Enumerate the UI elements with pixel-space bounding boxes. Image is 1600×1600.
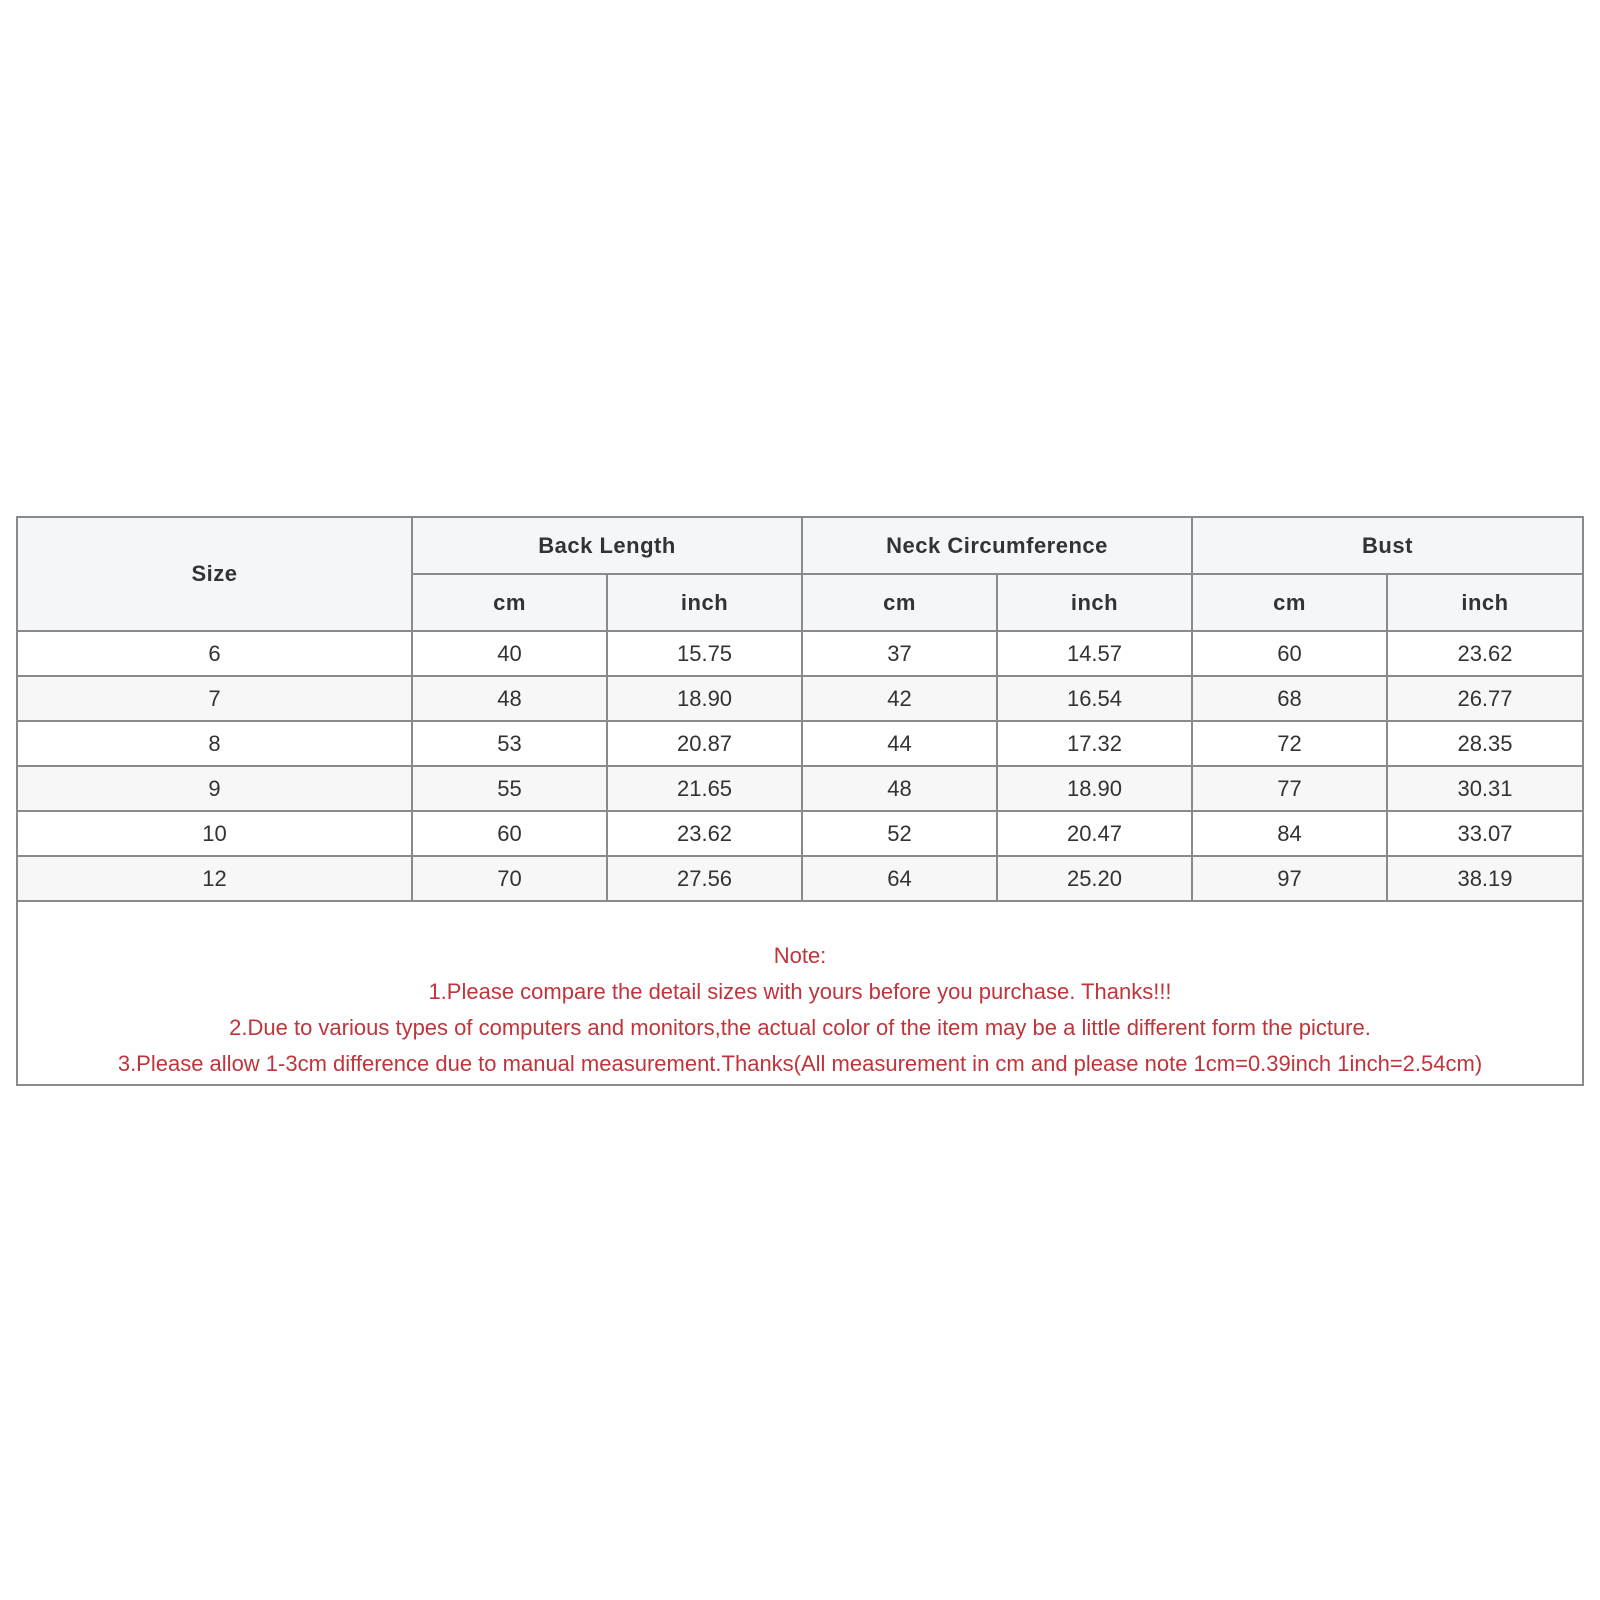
table-row [18, 721, 1582, 766]
table-cell: 10 [18, 811, 412, 856]
table-cell: 25.20 [997, 856, 1192, 901]
table-cell: 6 [18, 631, 412, 676]
table-cell: 27.56 [607, 856, 802, 901]
table-cell: 18.90 [997, 766, 1192, 811]
group-header-neck-circumference: Neck Circumference [802, 518, 1192, 574]
table-cell: 97 [1192, 856, 1387, 901]
table-cell: 20.87 [607, 721, 802, 766]
unit-header: inch [997, 574, 1192, 631]
table-cell: 48 [412, 676, 607, 721]
table-cell: 23.62 [1387, 631, 1582, 676]
table-cell: 70 [412, 856, 607, 901]
table-cell: 77 [1192, 766, 1387, 811]
table-cell: 52 [802, 811, 997, 856]
table-cell: 30.31 [1387, 766, 1582, 811]
note-title: Note: [773, 943, 827, 968]
unit-header: inch [607, 574, 802, 631]
table-cell: 17.32 [997, 721, 1192, 766]
table-cell: 16.54 [997, 676, 1192, 721]
table-cell: 23.62 [607, 811, 802, 856]
note-line: 1.Please compare the detail sizes with yours before you purchase. Thanks!!! [428, 979, 1172, 1004]
table-cell: 37 [802, 631, 997, 676]
table-cell: 20.47 [997, 811, 1192, 856]
table-row [18, 811, 1582, 856]
group-header-back-length: Back Length [412, 518, 802, 574]
notes-section [18, 902, 1582, 1084]
table-cell: 60 [412, 811, 607, 856]
unit-header: cm [1192, 574, 1387, 631]
table-cell: 26.77 [1387, 676, 1582, 721]
table-cell: 72 [1192, 721, 1387, 766]
table-cell: 8 [18, 721, 412, 766]
table-cell: 9 [18, 766, 412, 811]
table-cell: 28.35 [1387, 721, 1582, 766]
size-table [18, 518, 1582, 902]
note-line: 2.Due to various types of computers and monitors,the actual color of the item may be a little different form the picture. [229, 1015, 1371, 1040]
table-cell: 60 [1192, 631, 1387, 676]
table-cell: 40 [412, 631, 607, 676]
table-cell: 14.57 [997, 631, 1192, 676]
table-row [18, 631, 1582, 676]
table-cell: 42 [802, 676, 997, 721]
size-chart [16, 516, 1584, 1086]
table-cell: 48 [802, 766, 997, 811]
table-cell: 64 [802, 856, 997, 901]
table-cell: 12 [18, 856, 412, 901]
table-cell: 44 [802, 721, 997, 766]
table-row [18, 856, 1582, 901]
table-cell: 18.90 [607, 676, 802, 721]
group-header-row [18, 518, 1582, 574]
unit-header: cm [802, 574, 997, 631]
note-line: 3.Please allow 1-3cm difference due to manual measurement.Thanks(All measurement in cm and please note 1cm=0.39inch 1inch=2.54cm) [117, 1051, 1483, 1076]
table-cell: 15.75 [607, 631, 802, 676]
table-cell: 53 [412, 721, 607, 766]
unit-header: inch [1387, 574, 1582, 631]
table-row [18, 676, 1582, 721]
group-header-bust: Bust [1192, 518, 1582, 574]
table-cell: 33.07 [1387, 811, 1582, 856]
table-cell: 21.65 [607, 766, 802, 811]
table-cell: 68 [1192, 676, 1387, 721]
table-cell: 7 [18, 676, 412, 721]
unit-header: cm [412, 574, 607, 631]
table-cell: 55 [412, 766, 607, 811]
table-cell: 84 [1192, 811, 1387, 856]
size-header: Size [18, 518, 412, 631]
table-row [18, 766, 1582, 811]
table-cell: 38.19 [1387, 856, 1582, 901]
